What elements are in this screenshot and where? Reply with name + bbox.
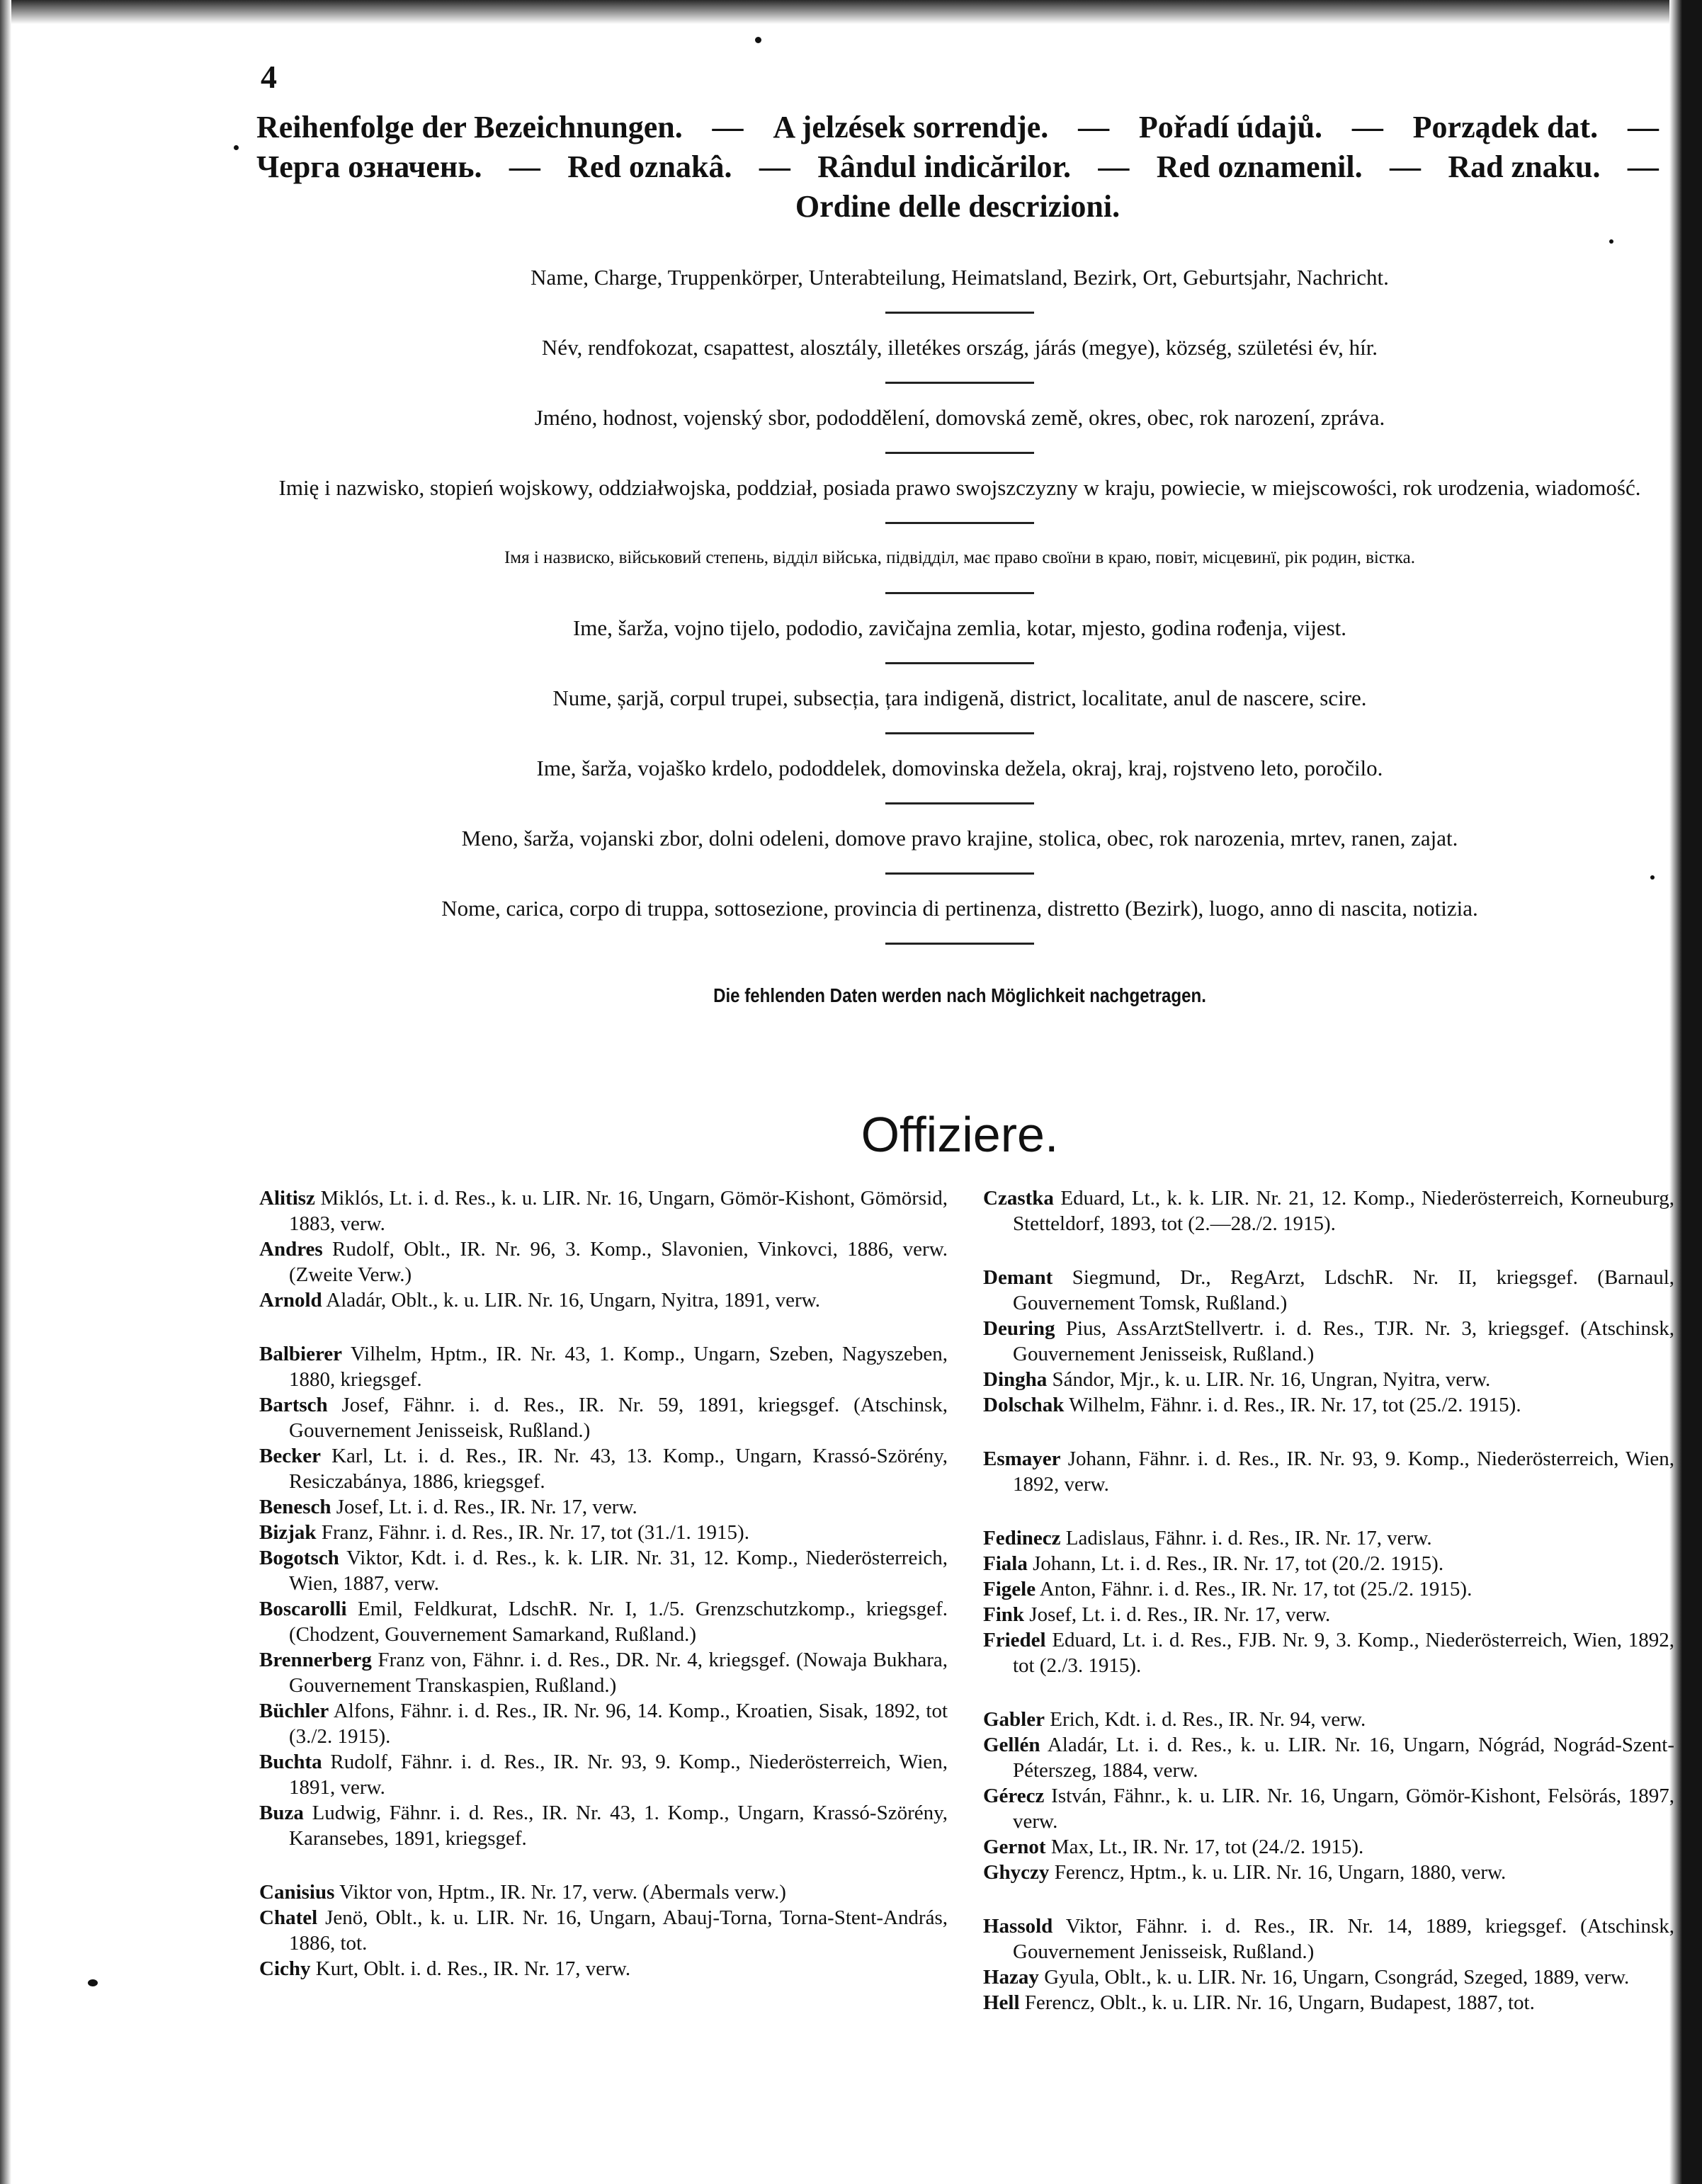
officer-entry bbox=[983, 1627, 1674, 1678]
officer-surname: Büchler bbox=[259, 1700, 329, 1722]
officer-details: Viktor, Kdt. i. d. Res., k. k. LIR. Nr. 31, 12. Komp., Niederösterreich, Wien, 1887, verw. bbox=[289, 1547, 948, 1595]
officer-surname: Fiala bbox=[983, 1552, 1028, 1575]
officer-surname: Buza bbox=[259, 1802, 304, 1824]
officer-details: Rudolf, Fähnr. i. d. Res., IR. Nr. 93, 9. Komp., Niederösterreich, Wien, 1891, verw. bbox=[289, 1751, 948, 1799]
field-order-legend bbox=[255, 263, 1664, 965]
officer-surname: Bartsch bbox=[259, 1394, 328, 1416]
officer-details: Rudolf, Oblt., IR. Nr. 96, 3. Komp., Slavonien, Vinkovci, 1886, verw. (Zweite Verw.) bbox=[289, 1238, 948, 1286]
officer-entry bbox=[259, 1341, 948, 1392]
print-speck bbox=[1650, 875, 1655, 880]
legend-line: Jméno, hodnost, vojenský sbor, pododdělení, domovská země, okres, obec, rok narození, zpráva. bbox=[534, 405, 1385, 430]
header-dash: — bbox=[1627, 110, 1659, 144]
officer-details: Eduard, Lt. i. d. Res., FJB. Nr. 9, 3. Komp., Niederösterreich, Wien, 1892, tot (2./3. 1915). bbox=[1013, 1629, 1674, 1677]
officer-details: Eduard, Lt., k. k. LIR. Nr. 21, 12. Komp., Niederösterreich, Korneuburg, Stetteldorf, 1893, tot (2.—28./2. 1915). bbox=[1013, 1187, 1674, 1235]
officer-entry bbox=[983, 1707, 1674, 1732]
officer-details: Ferencz, Oblt., k. u. LIR. Nr. 16, Ungarn, Budapest, 1887, tot. bbox=[1024, 1991, 1535, 2014]
legend-line: Name, Charge, Truppenkörper, Unterabteilung, Heimatsland, Bezirk, Ort, Geburtsjahr, Nachricht. bbox=[531, 265, 1389, 290]
officer-surname: Cichy bbox=[259, 1957, 311, 1980]
officer-entry bbox=[259, 1647, 948, 1698]
legend-line: Ime, šarža, vojno tijelo, pododio, zavičajna zemlia, kotar, mjesto, godina rođenja, vijest. bbox=[572, 615, 1347, 640]
officer-details: Kurt, Oblt. i. d. Res., IR. Nr. 17, verw. bbox=[315, 1957, 631, 1980]
officer-details: Pius, AssArztStellvertr. i. d. Res., TJR. Nr. 3, kriegsgef. (Atschinsk, Gouvernement Jenisseisk, Rußland.) bbox=[1013, 1317, 1675, 1365]
officer-details: Max, Lt., IR. Nr. 17, tot (24./2. 1915). bbox=[1050, 1836, 1364, 1858]
officer-surname: Brennerberg bbox=[259, 1649, 372, 1671]
header-dash: — bbox=[1627, 149, 1659, 184]
header-phrase: Черга означень. bbox=[256, 149, 482, 184]
officer-entry bbox=[983, 1367, 1674, 1392]
page-number: 4 bbox=[261, 59, 277, 95]
legend-line: Név, rendfokozat, csapattest, alosztály, illetékes ország, járás (megye), község, születési év, hír. bbox=[541, 335, 1378, 360]
group-gap bbox=[983, 1418, 1674, 1446]
legend-line: Ime, šarža, vojaško krdelo, pododdelek, domovinska dežela, okraj, kraj, rojstveno leto, poročilo. bbox=[536, 756, 1383, 780]
group-gap bbox=[259, 1851, 948, 1879]
legend-line: Nume, șarjă, corpul trupei, subsecția, țara indigenă, district, localitate, anul de nascere, scire. bbox=[552, 686, 1367, 710]
officer-surname: Gabler bbox=[983, 1708, 1045, 1731]
officer-surname: Czastka bbox=[983, 1187, 1054, 1210]
officer-surname: Fink bbox=[983, 1603, 1025, 1626]
officer-entry bbox=[259, 1392, 948, 1443]
officer-entry bbox=[983, 1602, 1674, 1627]
legend-line: Imię i nazwisko, stopień wojskowy, oddziałwojska, poddział, posiada prawo swojszczyzny w kraju, powiecie, w miejscowości, rok urodzenia, wiadomość. bbox=[278, 475, 1641, 500]
officer-surname: Becker bbox=[259, 1445, 321, 1467]
officer-details: Ladislaus, Fähnr. i. d. Res., IR. Nr. 17, verw. bbox=[1065, 1527, 1432, 1549]
officer-surname: Dingha bbox=[983, 1368, 1048, 1391]
officer-surname: Ghyczy bbox=[983, 1861, 1050, 1884]
entries-column-left bbox=[259, 1185, 948, 1981]
officer-details: Josef, Lt. i. d. Res., IR. Nr. 17, verw. bbox=[1029, 1603, 1331, 1626]
officer-surname: Hassold bbox=[983, 1915, 1053, 1938]
officer-details: Sándor, Mjr., k. u. LIR. Nr. 16, Ungran, Nyitra, verw. bbox=[1052, 1368, 1491, 1391]
header-dash: — bbox=[1351, 110, 1383, 144]
officer-details: Alfons, Fähnr. i. d. Res., IR. Nr. 96, 14. Komp., Kroatien, Sisak, 1892, tot (3./2. 1915). bbox=[289, 1700, 948, 1748]
officer-details: Jenö, Oblt., k. u. LIR. Nr. 16, Ungarn, Abauj-Torna, Torna-Stent-András, 1886, tot. bbox=[289, 1906, 948, 1955]
officer-details: Viktor von, Hptm., IR. Nr. 17, verw. (Abermals verw.) bbox=[339, 1881, 786, 1904]
header-dash: — bbox=[712, 110, 744, 144]
separator-rule bbox=[885, 452, 1034, 454]
officer-entry bbox=[259, 1596, 948, 1647]
officer-surname: Andres bbox=[259, 1238, 323, 1261]
officer-details: Ludwig, Fähnr. i. d. Res., IR. Nr. 43, 1. Komp., Ungarn, Krassó-Szörény, Karansebes, 1891, kriegsgef. bbox=[289, 1802, 948, 1850]
officer-entry bbox=[983, 1834, 1674, 1860]
legend-line: Імя і назвиско, військовий степень, відділ війська, підвідділ, має право своїни в краю, повіт, місцевинї, рік родин, вістка. bbox=[504, 548, 1416, 567]
header-phrase: Reihenfolge der Bezeichnungen. bbox=[256, 110, 683, 144]
officer-details: Karl, Lt. i. d. Res., IR. Nr. 43, 13. Komp., Ungarn, Krassó-Szörény, Resiczabánya, 1886, kriegsgef. bbox=[289, 1445, 948, 1493]
officer-details: Johann, Lt. i. d. Res., IR. Nr. 17, tot (20./2. 1915). bbox=[1033, 1552, 1444, 1575]
officer-entry bbox=[983, 1990, 1674, 2015]
header-phrase: Porządek dat. bbox=[1412, 110, 1599, 144]
officer-surname: Bogotsch bbox=[259, 1547, 339, 1569]
legend-line: Meno, šarža, vojanski zbor, dolni odeleni, domove pravo krajine, stolica, obec, rok narozenia, mrtev, ranen, zajat. bbox=[461, 826, 1458, 851]
header-dash: — bbox=[1389, 149, 1421, 184]
officer-details: Emil, Feldkurat, LdschR. Nr. I, 1./5. Grenzschutzkomp., kriegsgef. (Chodzent, Gouvernement Samarkand, Rußland.) bbox=[289, 1598, 948, 1646]
entries-column-right bbox=[983, 1185, 1674, 2015]
scan-edge-left bbox=[0, 0, 11, 2184]
officer-details: Gyula, Oblt., k. u. LIR. Nr. 16, Ungarn, Csongrád, Szeged, 1889, verw. bbox=[1044, 1966, 1630, 1989]
officer-entry bbox=[983, 1265, 1674, 1316]
header-phrase: A jelzések sorrendje. bbox=[773, 110, 1049, 144]
officer-entry bbox=[983, 1551, 1674, 1576]
separator-rule bbox=[885, 522, 1034, 524]
separator-rule bbox=[885, 312, 1034, 314]
officer-entry bbox=[259, 1800, 948, 1851]
officer-entry bbox=[983, 1446, 1674, 1497]
officer-details: Anton, Fähnr. i. d. Res., IR. Nr. 17, tot (25./2. 1915). bbox=[1039, 1578, 1473, 1600]
officer-surname: Figele bbox=[983, 1578, 1036, 1600]
officer-details: Johann, Fähnr. i. d. Res., IR. Nr. 93, 9. Komp., Niederösterreich, Wien, 1892, verw. bbox=[1013, 1448, 1674, 1496]
header-phrase: Rândul indicărilor. bbox=[817, 149, 1072, 184]
header-phrase: Red oznakâ. bbox=[567, 149, 732, 184]
officer-surname: Demant bbox=[983, 1266, 1053, 1289]
officer-surname: Deuring bbox=[983, 1317, 1055, 1340]
header-phrase: Ordine delle descrizioni. bbox=[795, 189, 1121, 224]
officer-entry bbox=[983, 1392, 1674, 1418]
print-speck bbox=[755, 37, 761, 43]
officer-surname: Gellén bbox=[983, 1734, 1040, 1756]
print-speck bbox=[88, 1979, 98, 1986]
officer-details: Erich, Kdt. i. d. Res., IR. Nr. 94, verw. bbox=[1050, 1708, 1366, 1731]
officer-surname: Gernot bbox=[983, 1836, 1046, 1858]
header-phrase: Rad znaku. bbox=[1448, 149, 1601, 184]
officer-entry bbox=[259, 1905, 948, 1956]
group-gap bbox=[983, 1497, 1674, 1525]
officer-details: Wilhelm, Fähnr. i. d. Res., IR. Nr. 17, tot (25./2. 1915). bbox=[1069, 1394, 1521, 1416]
officer-surname: Balbierer bbox=[259, 1343, 343, 1365]
officer-entry bbox=[983, 1732, 1674, 1783]
header-dash: — bbox=[759, 149, 790, 184]
officer-surname: Alitisz bbox=[259, 1187, 315, 1210]
officer-details: Franz von, Fähnr. i. d. Res., DR. Nr. 4, kriegsgef. (Nowaja Bukhara, Gouvernement Transkaspien, Rußland.) bbox=[289, 1649, 948, 1697]
group-gap bbox=[983, 1678, 1674, 1707]
officer-entry bbox=[983, 1860, 1674, 1885]
officer-surname: Chatel bbox=[259, 1906, 318, 1929]
officer-surname: Bizjak bbox=[259, 1521, 317, 1544]
header-dash: — bbox=[509, 149, 540, 184]
officer-entry bbox=[259, 1956, 948, 1981]
header-line bbox=[256, 187, 1659, 227]
officer-entry bbox=[259, 1494, 948, 1520]
header-phrase: Red oznamenil. bbox=[1156, 149, 1363, 184]
header-line bbox=[256, 108, 1659, 147]
officer-entry bbox=[983, 1316, 1674, 1367]
legend-line: Nome, carica, corpo di truppa, sottosezione, provincia di pertinenza, distretto (Bezirk), luogo, anno di nascita, notizia. bbox=[441, 896, 1478, 921]
print-speck bbox=[234, 145, 239, 150]
officer-details: Aladár, Oblt., k. u. LIR. Nr. 16, Ungarn, Nyitra, 1891, verw. bbox=[326, 1289, 820, 1312]
officer-entry bbox=[259, 1185, 948, 1236]
header-dash: — bbox=[1098, 149, 1130, 184]
officer-surname: Friedel bbox=[983, 1629, 1046, 1651]
officer-details: Ferencz, Hptm., k. u. LIR. Nr. 16, Ungarn, 1880, verw. bbox=[1054, 1861, 1507, 1884]
officer-surname: Benesch bbox=[259, 1496, 331, 1518]
officer-surname: Boscarolli bbox=[259, 1598, 347, 1620]
header-languages bbox=[256, 108, 1659, 227]
header-dash: — bbox=[1078, 110, 1110, 144]
separator-rule bbox=[885, 382, 1034, 384]
officer-entry bbox=[259, 1236, 948, 1287]
officer-entry bbox=[983, 1185, 1674, 1236]
header-phrase: Pořadí údajů. bbox=[1138, 110, 1323, 144]
separator-rule bbox=[885, 802, 1034, 804]
officer-details: Siegmund, Dr., RegArzt, LdschR. Nr. II, kriegsgef. (Barnaul, Gouvernement Tomsk, Rußland.) bbox=[1013, 1266, 1674, 1314]
separator-rule bbox=[885, 943, 1034, 945]
officer-surname: Arnold bbox=[259, 1289, 322, 1312]
officer-entry bbox=[259, 1545, 948, 1596]
officer-entry bbox=[983, 1783, 1674, 1834]
officer-surname: Buchta bbox=[259, 1751, 322, 1773]
group-gap bbox=[983, 1885, 1674, 1913]
separator-rule bbox=[885, 662, 1034, 664]
officer-entry bbox=[259, 1879, 948, 1905]
group-gap bbox=[983, 1236, 1674, 1265]
officer-surname: Gérecz bbox=[983, 1785, 1045, 1807]
officer-entry bbox=[983, 1576, 1674, 1602]
officer-surname: Hell bbox=[983, 1991, 1020, 2014]
officer-entry bbox=[259, 1520, 948, 1545]
officer-details: Vilhelm, Hptm., IR. Nr. 43, 1. Komp., Ungarn, Szeben, Nagyszeben, 1880, kriegsgef. bbox=[289, 1343, 948, 1391]
officer-surname: Dolschak bbox=[983, 1394, 1065, 1416]
separator-rule bbox=[885, 872, 1034, 875]
officer-entry bbox=[259, 1287, 948, 1313]
officer-details: István, Fähnr., k. u. LIR. Nr. 16, Ungarn, Gömör-Kishont, Felsörás, 1897, verw. bbox=[1013, 1785, 1674, 1833]
officer-details: Josef, Fähnr. i. d. Res., IR. Nr. 59, 1891, kriegsgef. (Atschinsk, Gouvernement Jenisseisk, Rußland.) bbox=[289, 1394, 948, 1442]
header-line bbox=[256, 147, 1659, 187]
officer-entry bbox=[983, 1525, 1674, 1551]
officer-details: Josef, Lt. i. d. Res., IR. Nr. 17, verw. bbox=[336, 1496, 637, 1518]
missing-data-note: Die fehlenden Daten werden nach Möglichkeit nachgetragen. bbox=[713, 984, 1206, 1006]
officer-surname: Canisius bbox=[259, 1881, 335, 1904]
officer-surname: Fedinecz bbox=[983, 1527, 1061, 1549]
officer-details: Franz, Fähnr. i. d. Res., IR. Nr. 17, tot (31./1. 1915). bbox=[321, 1521, 749, 1544]
officer-details: Aladár, Lt. i. d. Res., k. u. LIR. Nr. 16, Ungarn, Nógrád, Nográd-Szent-Péterszeg, 1884, verw. bbox=[1013, 1734, 1674, 1782]
officer-entry bbox=[259, 1443, 948, 1494]
officer-entry bbox=[983, 1913, 1674, 1964]
officer-entry bbox=[983, 1964, 1674, 1990]
officer-surname: Esmayer bbox=[983, 1448, 1061, 1470]
separator-rule bbox=[885, 592, 1034, 594]
group-gap bbox=[259, 1313, 948, 1341]
scan-edge-top bbox=[0, 0, 1702, 24]
separator-rule bbox=[885, 732, 1034, 734]
officer-entry bbox=[259, 1698, 948, 1749]
print-speck bbox=[1609, 239, 1613, 244]
officer-surname: Hazay bbox=[983, 1966, 1039, 1989]
officer-details: Miklós, Lt. i. d. Res., k. u. LIR. Nr. 16, Ungarn, Gömör-Kishont, Gömörsid, 1883, verw. bbox=[289, 1187, 948, 1235]
officer-entry bbox=[259, 1749, 948, 1800]
officer-details: Viktor, Fähnr. i. d. Res., IR. Nr. 14, 1889, kriegsgef. (Atschinsk, Gouvernement Jenisseisk, Rußland.) bbox=[1013, 1915, 1674, 1963]
section-title: Offiziere. bbox=[861, 1107, 1059, 1162]
